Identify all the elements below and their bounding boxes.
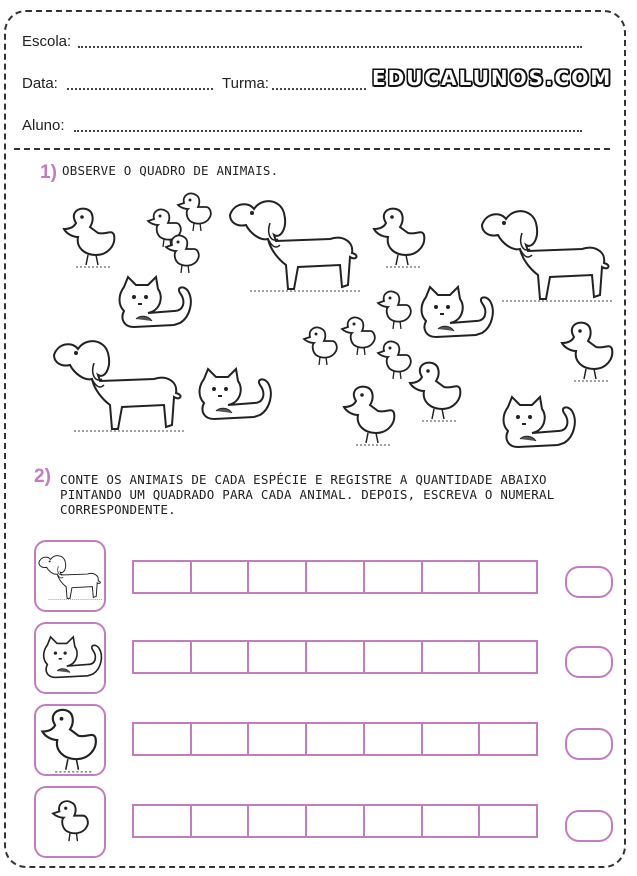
data-field[interactable] xyxy=(67,88,213,90)
count-square[interactable] xyxy=(249,806,307,836)
escola-field[interactable] xyxy=(78,46,582,48)
question-2-line-2: PINTANDO UM QUADRADO PARA CADA ANIMAL. DEPOIS, ESCREVA O NUMERAL xyxy=(60,487,555,502)
count-square[interactable] xyxy=(249,562,307,592)
escola-label: Escola: xyxy=(22,33,72,50)
count-square[interactable] xyxy=(307,806,365,836)
duck-numeral-box[interactable] xyxy=(565,728,613,760)
aluno-label: Aluno: xyxy=(22,117,65,134)
turma-label: Turma: xyxy=(222,75,269,92)
count-square[interactable] xyxy=(249,724,307,754)
turma-field[interactable] xyxy=(272,88,366,90)
count-square[interactable] xyxy=(307,642,365,672)
count-square[interactable] xyxy=(134,562,192,592)
educalunos-logo: EDUCALUNOS.COM xyxy=(372,66,613,90)
duck-count-grid[interactable] xyxy=(132,722,538,756)
count-square[interactable] xyxy=(480,642,536,672)
question-1-text: OBSERVE O QUADRO DE ANIMAIS. xyxy=(62,163,279,178)
question-2-line-3: CORRESPONDENTE. xyxy=(60,502,176,517)
cat-icon xyxy=(36,624,104,692)
dog-icon xyxy=(36,542,104,610)
aluno-field[interactable] xyxy=(74,130,582,132)
duck-icon-box xyxy=(34,704,106,776)
dog-numeral-box[interactable] xyxy=(565,566,613,598)
count-square[interactable] xyxy=(365,724,423,754)
count-square[interactable] xyxy=(192,724,250,754)
count-square[interactable] xyxy=(365,806,423,836)
chick-icon xyxy=(36,788,104,856)
count-square[interactable] xyxy=(134,724,192,754)
count-square[interactable] xyxy=(480,562,536,592)
count-square[interactable] xyxy=(423,806,481,836)
count-square[interactable] xyxy=(134,806,192,836)
count-square[interactable] xyxy=(249,642,307,672)
cat-numeral-box[interactable] xyxy=(565,646,613,678)
count-square[interactable] xyxy=(480,724,536,754)
count-square[interactable] xyxy=(480,806,536,836)
chick-icon-box xyxy=(34,786,106,858)
question-1-number: 1) xyxy=(40,162,57,183)
animal-scene xyxy=(30,185,620,455)
dog-count-grid[interactable] xyxy=(132,560,538,594)
count-square[interactable] xyxy=(423,642,481,672)
count-square[interactable] xyxy=(134,642,192,672)
chick-numeral-box[interactable] xyxy=(565,810,613,842)
cat-count-grid[interactable] xyxy=(132,640,538,674)
count-square[interactable] xyxy=(365,642,423,672)
dog-icon-box xyxy=(34,540,106,612)
chick-count-grid[interactable] xyxy=(132,804,538,838)
count-square[interactable] xyxy=(423,562,481,592)
count-square[interactable] xyxy=(307,562,365,592)
count-square[interactable] xyxy=(307,724,365,754)
question-2-line-1: CONTE OS ANIMAIS DE CADA ESPÉCIE E REGISTRE A QUANTIDADE ABAIXO xyxy=(60,472,547,487)
count-square[interactable] xyxy=(192,562,250,592)
data-label: Data: xyxy=(22,75,58,92)
duck-icon xyxy=(36,706,104,774)
section-divider xyxy=(14,148,610,150)
count-square[interactable] xyxy=(192,642,250,672)
cat-icon-box xyxy=(34,622,106,694)
count-square[interactable] xyxy=(423,724,481,754)
count-square[interactable] xyxy=(365,562,423,592)
question-2-number: 2) xyxy=(34,466,51,487)
count-square[interactable] xyxy=(192,806,250,836)
